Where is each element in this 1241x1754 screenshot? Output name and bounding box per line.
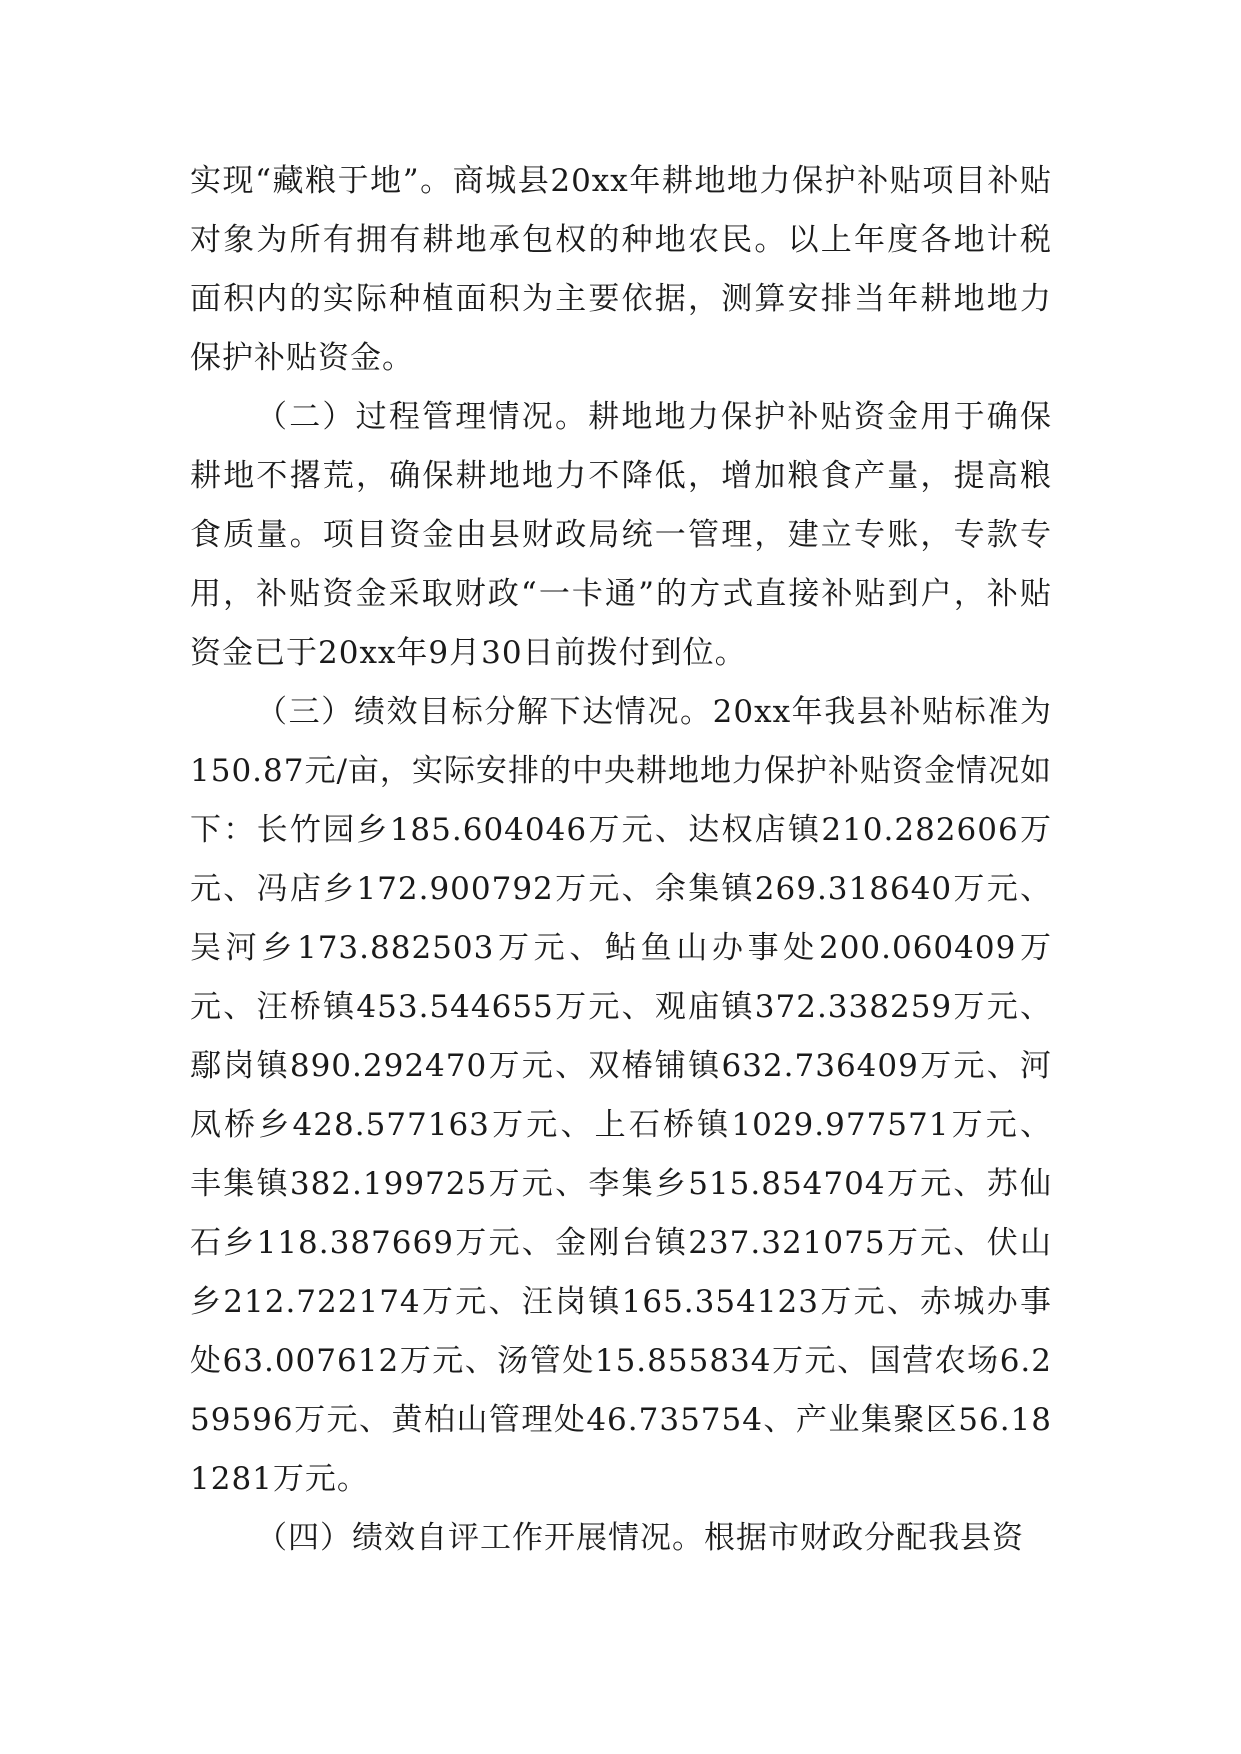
- paragraph-subsidy-target: 实现“藏粮于地”。商城县20xx年耕地地力保护补贴项目补贴对象为所有拥有耕地承包权的种地农民。以上年度各地计税面积内的实际种植面积为主要依据，测算安排当年耕地地力保护补贴资金。: [190, 163, 1052, 376]
- paragraph-performance-targets: （三）绩效目标分解下达情况。20xx年我县补贴标准为150.87元/亩，实际安排的中央耕地地力保护补贴资金情况如下：长竹园乡185.604046万元、达权店镇210.282606万元、冯店乡172.900792万元、余集镇269.318640万元、吴河乡173.882503万元、鲇鱼山办事处200.060409万元、汪桥镇453.544655万元、观庙镇372.338259万元、鄢岗镇890.292470万元、双椿铺镇632.736409万元、河凤桥乡428.577163万元、上石桥镇1029.977571万元、丰集镇382.199725万元、李集乡515.854704万元、苏仙石乡118.387669万元、金刚台镇237.321075万元、伏山乡212.722174万元、汪岗镇165.354123万元、赤城办事处63.007612万元、汤管处15.855834万元、国营农场6.259596万元、黄柏山管理处46.735754、产业集聚区56.181281万元。: [190, 694, 1052, 1497]
- document-body: [190, 152, 1052, 1568]
- paragraph-self-evaluation: （四）绩效自评工作开展情况。根据市财政分配我县资: [256, 1520, 1024, 1556]
- paragraph-process-management: （二）过程管理情况。耕地地力保护补贴资金用于确保耕地不撂荒，确保耕地地力不降低，增加粮食产量，提高粮食质量。项目资金由县财政局统一管理，建立专账，专款专用，补贴资金采取财政“一卡通”的方式直接补贴到户，补贴资金已于20xx年9月30日前拨付到位。: [190, 399, 1052, 671]
